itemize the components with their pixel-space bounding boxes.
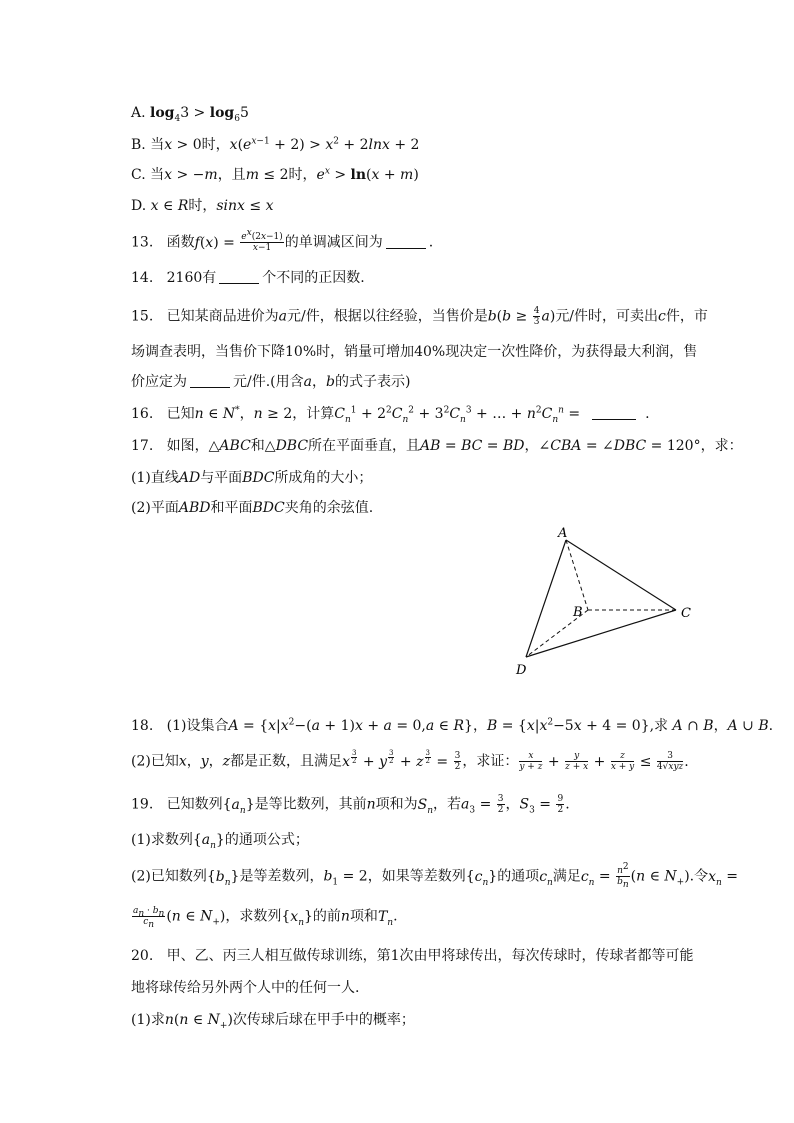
q19-sub2-f: .令 [689,868,709,885]
q15-line2-text: 场调查表明，当售价下降10%时，销量可增加40%现决定一次性降价，为获得最大利润，售 [131,344,698,360]
question-13 [131,228,434,253]
q16-cond: n ∈ N*，n ≥ 2 [194,405,293,422]
q19-sub2-b: 是等差数列， [239,868,324,885]
q19-line4-a: ，求数列 [225,908,282,925]
q13-formula: f(x) = $\frac{e^x(2x-1)}{x-1}$ [194,228,283,253]
question-17-sub2: (2)平面ABD和平面BDC夹角的余弦值. [131,500,374,516]
q13-text2: 的单调减区间为 [284,234,383,251]
option-d-formula: x ∈ R时，sinx ≤ x [150,198,274,214]
q14-text1: 2160有 [166,270,217,286]
option-a-label: A. [131,105,146,121]
q18-inequality: $\frac{x}{y + z}$ + $\frac{y}{z + x}$ + $\frac{z}{x + y}$ ≤ $\frac{3}{\text{4√xyz}}$ . [519,751,689,773]
q17-sub1-a: (1)直线 [131,470,179,486]
q16-text2: ，计算 [292,406,335,422]
edge-ab [566,540,588,610]
q15-line3-c: ， [312,374,326,390]
q18-line2-a: (2)已知 [131,753,179,770]
question-18-line1: 18. (1)设集合$A = \{x|x^2-(a + 1)x + a = 0,a$ ∈ R}，$B = \{x|x^2-5x + 4 = 0\}$,求 A ∩ B，A ∪ B. [131,717,774,734]
q19-number: 19. [131,796,154,813]
q15-text-a: 已知某商品进价为 [166,308,279,325]
q16-text1: 已知 [166,406,195,422]
option-c [131,165,419,185]
q18-text-b: ， [472,718,487,734]
q20-line1-text: 甲、乙、丙三人相互做传球训练，第1次由甲将球传出，每次传球时，传球者都等可能 [166,948,694,964]
label-d: D [516,663,527,678]
question-20-line1 [131,946,694,966]
question-19-sub1: (1)求数列$\{a_n\}$的通项公式； [131,832,309,851]
edge-ac [566,540,676,610]
q14-text2: 个不同的正因数. [262,270,365,286]
q19-line4-c: 项和 [349,908,378,925]
q17-text-a: 如图， [166,438,209,454]
q19-sub1-a: (1)求数列 [131,832,193,848]
option-c-label: C. [131,167,146,183]
q16-answer-blank[interactable] [592,405,636,420]
q13-end: . [428,234,434,251]
question-18-line2: (2)已知x，y，z都是正数，且满足x $^{\frac{3}{2}}$ + y $^{\frac{3}{2}}$ + z $^{\frac{3}{2}}$ = $\frac{3}{2}$ ，求证： $\frac{x}{y + z}$ + $\frac{y}{z + x}$ + $\frac{z}{x + y}$ ≤ $\frac{3}{\text{4√xyz}}$ . [131,749,689,773]
q18-line2-c: ，求证： [462,753,519,770]
edge-dc [526,610,676,657]
label-c: C [681,606,691,621]
q15-line3-d: 的式子表示) [334,374,411,390]
q19-sub2-e: 满足 [552,868,581,885]
option-b [131,135,419,155]
q17-sub1-b: 与平面 [200,470,243,486]
q19-sub1-b: 的通项公式； [224,832,309,848]
tetrahedron-svg [500,520,700,680]
question-17-line1: 17. 如图，△ABC和△DBC所在平面垂直，且AB = BC = BD，∠CBA = ∠DBC = 120°，求： [131,438,743,454]
q19-sub2-d: 的通项 [497,868,540,885]
q17-number: 17. [131,438,154,454]
q15-text-b: 元/件，根据以往经验，当售价是 [286,308,488,325]
q17-sub2-c: 夹角的余弦值. [284,500,374,516]
question-15-line3: 价应定为 元/件.(用含a，b的式子表示) [131,374,411,390]
question-19-sub2: (2)已知数列$\{b_n\}$是等差数列，$b_1 = 2$，如果等差数列$\{c_n\}$的通项$c_n$满足$c_n$ = $\frac{n^2}{b_n}$ (n ∈ $N_+$).令$x_n$ = [131,862,739,890]
q13-number: 13. [131,234,154,251]
q14-answer-blank[interactable] [219,269,259,284]
q16-number: 16. [131,406,154,422]
q17-text-b: 和 [250,438,265,454]
q16-end: . [645,406,650,422]
question-20-line2 [131,978,359,998]
q20-sub1-a: (1)求 [131,1012,165,1028]
option-b-formula: 当x > 0时，$x(e^{x-1} + 2) > x^2 + 2\ln x + 2$ [150,136,420,153]
question-15-line2 [131,342,697,362]
q18-line2-b: 都是正数，且满足 [230,753,343,770]
question-19-line1: 19. 已知数列$\{a_n\}$是等比数列，其前n项和为$S_n$，若$a_3$ = $\frac{3}{2}$ ，$S_3$ = $\frac{9}{2}$ . [131,794,570,816]
q18-text-d: ， [713,718,728,734]
q17-text-c: 所在平面垂直，且 [308,438,421,454]
q15-number: 15. [131,308,154,325]
q14-number: 14. [131,270,154,286]
q20-number: 20. [131,948,154,964]
label-b: B [573,605,583,620]
q20-sub1-b: 次传球后球在甲手中的概率； [232,1012,415,1028]
question-15-line1: 15. 已知某商品进价为a元/件，根据以往经验，当售价是b(b ≥ $\frac{4}{3}$ a)元/件时，可卖出c件，市 [131,306,708,327]
q19-text-d: ，若 [433,796,462,813]
q19-sub2-c: 如果等差数列 [381,868,466,885]
q19-text-b: 是等比数列，其前 [254,796,367,813]
question-19-line4: $\frac{a_n \cdot b_n}{c_n}$ (n ∈ $N_+$)，求数列$\{x_n\}$的前n项和$T_n$. [133,906,398,930]
question-17-sub1: (1)直线AD与平面BDC所成角的大小； [131,470,373,486]
question-14 [131,268,365,288]
q19-sub2-a: (2)已知数列 [131,868,207,885]
option-d-label: D. [131,198,147,214]
q17-text-d: ，求： [700,438,743,454]
q17-sub2-b: 和平面 [210,500,253,516]
q18-text-a: (1)设集合 [166,718,229,734]
tetrahedron-figure [500,520,700,684]
q19-text-c: 项和为 [375,796,418,813]
q18-number: 18. [131,718,154,734]
q15-line3-a: 价应定为 [131,374,187,390]
q19-text-a: 已知数列 [166,796,223,813]
q17-sub2-a: (2)平面 [131,500,179,516]
q15-text-c: 元/件时，可卖出 [555,308,659,325]
q15-text-d: 件，市 [665,308,708,325]
option-c-formula: 当x > −m，且m ≤ 2时，$e^x > \ln(x + m)$ [150,166,419,183]
question-20-sub1: (1)求n(n ∈ $N_+$)次传球后球在甲手中的概率； [131,1012,415,1031]
option-d [131,196,273,216]
option-b-label: B. [131,137,146,153]
question-16 [131,404,650,424]
option-a-formula: $\log_43 > \log_65$ [150,105,249,124]
q19-line4-b: 的前 [312,908,341,925]
q18-text-c: ,求 [649,718,669,734]
q15-line3-b: 元/件.(用含 [233,374,304,390]
q20-line2-text: 地将球传给另外两个人中的任何一人. [131,980,360,996]
q18-condition: x $^{\frac{3}{2}}$ + y $^{\frac{3}{2}}$ + z $^{\frac{3}{2}}$ = $\frac{3}{2}$ [342,749,461,773]
q15-answer-blank[interactable] [190,373,230,388]
edge-ad [526,540,566,657]
label-a: A [558,526,568,541]
option-a [131,103,249,123]
q13-answer-blank[interactable] [386,234,426,249]
q13-text1: 函数 [166,234,195,251]
q16-formula: $C_n^1 + 2^2C_n^2 + 3^2C_n^3$ + … + $n^2C_n^n$ = [334,405,581,425]
q17-sub1-c: 所成角的大小； [274,470,373,486]
